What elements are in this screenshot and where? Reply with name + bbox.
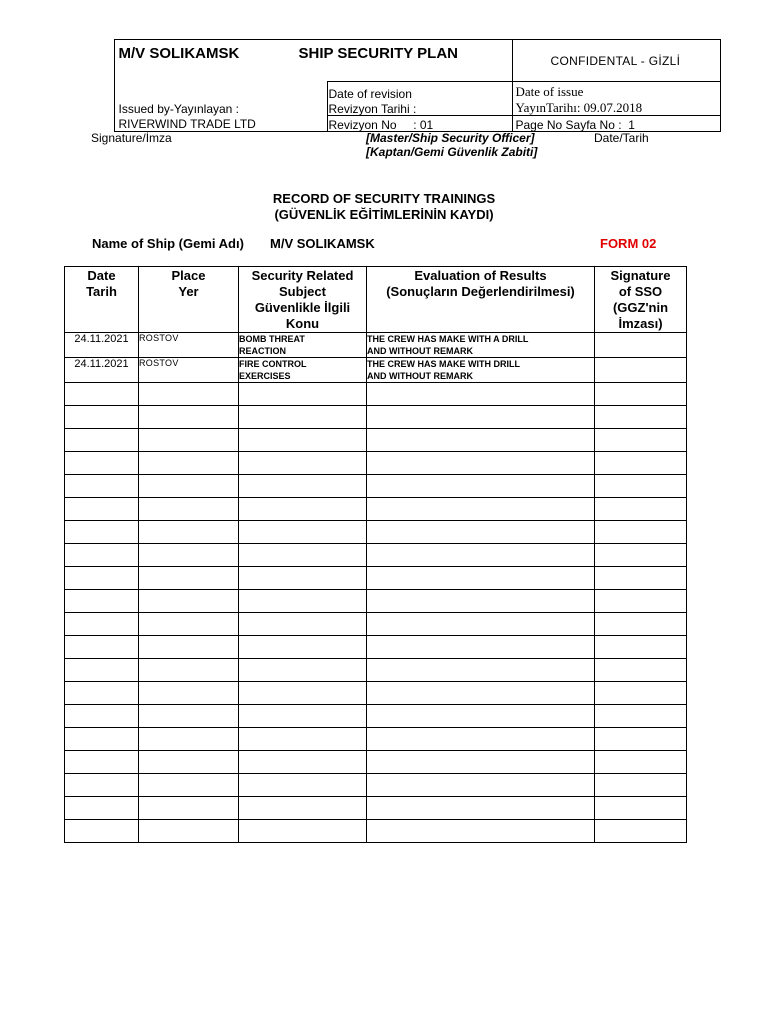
empty-cell[interactable] xyxy=(139,774,239,797)
empty-cell[interactable] xyxy=(239,705,367,728)
empty-cell[interactable] xyxy=(595,521,687,544)
row-subject xyxy=(239,358,367,383)
empty-cell[interactable] xyxy=(65,567,139,590)
empty-cell[interactable] xyxy=(367,659,595,682)
empty-cell[interactable] xyxy=(239,452,367,475)
empty-cell[interactable] xyxy=(367,797,595,820)
empty-cell[interactable] xyxy=(139,475,239,498)
evaluation-header-line: (Sonuçların Değerlendirilmesi) xyxy=(386,284,575,299)
empty-cell[interactable] xyxy=(595,774,687,797)
row-evaluation-line: AND WITHOUT REMARK xyxy=(367,371,473,381)
empty-table-row xyxy=(65,751,687,774)
row-evaluation-line: AND WITHOUT REMARK xyxy=(367,346,473,356)
empty-cell[interactable] xyxy=(239,590,367,613)
empty-cell[interactable] xyxy=(139,521,239,544)
empty-cell[interactable] xyxy=(139,383,239,406)
empty-cell[interactable] xyxy=(65,498,139,521)
row-subject-line: BOMB THREAT xyxy=(239,334,305,344)
empty-table-row xyxy=(65,705,687,728)
empty-cell[interactable] xyxy=(595,498,687,521)
issued-by-company: RIVERWIND TRADE LTD xyxy=(118,116,256,131)
empty-cell[interactable] xyxy=(595,820,687,843)
plan-title: SHIP SECURITY PLAN xyxy=(298,44,458,62)
empty-cell[interactable] xyxy=(239,774,367,797)
row-date: 24.11.2021 xyxy=(65,358,139,383)
empty-cell[interactable] xyxy=(65,728,139,751)
empty-cell[interactable] xyxy=(595,406,687,429)
date-of-revision-label: Date of revision xyxy=(328,86,412,101)
empty-cell[interactable] xyxy=(239,797,367,820)
row-subject xyxy=(239,333,367,358)
empty-cell[interactable] xyxy=(239,475,367,498)
empty-cell[interactable] xyxy=(239,567,367,590)
empty-table-row xyxy=(65,659,687,682)
subject-header-line: Security Related xyxy=(251,268,354,283)
empty-cell[interactable] xyxy=(367,751,595,774)
revision-cell xyxy=(327,82,513,116)
empty-cell[interactable] xyxy=(595,452,687,475)
empty-table-row xyxy=(65,820,687,843)
issue-date-cell xyxy=(513,82,721,116)
empty-cell[interactable] xyxy=(65,705,139,728)
date-header-line: Date xyxy=(87,268,116,283)
signature-header-line: of SSO xyxy=(618,284,663,299)
empty-cell[interactable] xyxy=(595,590,687,613)
row-evaluation xyxy=(367,333,595,358)
officer-tr: [Kaptan/Gemi Güvenlik Zabiti] xyxy=(366,145,538,159)
page-no-cell xyxy=(513,116,721,132)
record-title: RECORD OF SECURITY TRAININGS xyxy=(272,191,496,206)
empty-cell[interactable] xyxy=(367,636,595,659)
confidential-label: CONFIDENTAL - GİZLİ xyxy=(550,53,681,68)
empty-cell[interactable] xyxy=(367,774,595,797)
empty-cell[interactable] xyxy=(65,590,139,613)
empty-table-row xyxy=(65,429,687,452)
empty-cell[interactable] xyxy=(367,521,595,544)
page-no: Page No Sayfa No : 1 xyxy=(515,117,635,132)
issued-by-label: Issued by-Yayınlayan : xyxy=(118,101,240,116)
row-place: ROSTOV xyxy=(139,358,239,383)
signature-header-line: (GGZ'nin xyxy=(612,300,669,315)
empty-cell[interactable] xyxy=(595,705,687,728)
row-signature[interactable] xyxy=(595,358,687,383)
empty-cell[interactable] xyxy=(65,475,139,498)
place-header xyxy=(139,267,239,333)
empty-cell[interactable] xyxy=(65,521,139,544)
empty-cell[interactable] xyxy=(367,728,595,751)
signature-label: Signature/İmza xyxy=(91,131,172,145)
ship-name-value: M/V SOLIKAMSK xyxy=(270,236,375,251)
empty-cell[interactable] xyxy=(239,751,367,774)
subject-header-line: Konu xyxy=(285,316,320,331)
empty-cell[interactable] xyxy=(595,383,687,406)
empty-cell[interactable] xyxy=(65,544,139,567)
row-subject-line: FIRE CONTROL xyxy=(239,359,307,369)
empty-cell[interactable] xyxy=(367,567,595,590)
empty-cell[interactable] xyxy=(239,383,367,406)
empty-cell[interactable] xyxy=(139,797,239,820)
empty-cell[interactable] xyxy=(595,659,687,682)
empty-table-row xyxy=(65,383,687,406)
table-header-row xyxy=(65,267,687,333)
date-header-line: Tarih xyxy=(86,284,117,299)
empty-cell[interactable] xyxy=(65,659,139,682)
empty-cell[interactable] xyxy=(65,636,139,659)
empty-table-row xyxy=(65,774,687,797)
empty-cell[interactable] xyxy=(139,613,239,636)
training-record-table xyxy=(64,266,687,843)
empty-cell[interactable] xyxy=(139,452,239,475)
row-subject-line: EXERCISES xyxy=(239,371,291,381)
empty-cell[interactable] xyxy=(595,682,687,705)
empty-table-row xyxy=(65,475,687,498)
row-evaluation-line: THE CREW HAS MAKE WITH DRILL xyxy=(367,359,520,369)
empty-cell[interactable] xyxy=(595,544,687,567)
empty-table-row xyxy=(65,567,687,590)
revision-no-cell xyxy=(327,116,513,132)
empty-cell[interactable] xyxy=(239,544,367,567)
empty-table-row xyxy=(65,406,687,429)
row-evaluation-line: THE CREW HAS MAKE WITH A DRILL xyxy=(367,334,529,344)
empty-cell[interactable] xyxy=(367,820,595,843)
empty-cell[interactable] xyxy=(595,567,687,590)
empty-cell[interactable] xyxy=(595,475,687,498)
empty-cell[interactable] xyxy=(239,659,367,682)
empty-cell[interactable] xyxy=(139,820,239,843)
empty-cell[interactable] xyxy=(239,636,367,659)
evaluation-header-line: Evaluation of Results xyxy=(414,268,547,283)
table-row xyxy=(65,333,687,358)
empty-table-row xyxy=(65,797,687,820)
empty-cell[interactable] xyxy=(139,728,239,751)
empty-cell[interactable] xyxy=(139,636,239,659)
empty-cell[interactable] xyxy=(595,429,687,452)
revision-date-label: Revizyon Tarihi : xyxy=(328,101,417,116)
empty-table-row xyxy=(65,498,687,521)
empty-cell[interactable] xyxy=(367,452,595,475)
empty-cell[interactable] xyxy=(139,567,239,590)
empty-cell[interactable] xyxy=(367,544,595,567)
header-title-cell xyxy=(115,40,513,82)
empty-cell[interactable] xyxy=(595,797,687,820)
empty-cell[interactable] xyxy=(65,383,139,406)
row-signature[interactable] xyxy=(595,333,687,358)
row-place: ROSTOV xyxy=(139,333,239,358)
empty-cell[interactable] xyxy=(139,406,239,429)
ship-name: M/V SOLIKAMSK xyxy=(118,44,240,62)
date-header xyxy=(65,267,139,333)
signature-header-line: Signature xyxy=(610,268,671,283)
empty-cell[interactable] xyxy=(65,774,139,797)
subject-header xyxy=(239,267,367,333)
record-subtitle: (GÜVENLİK EĞİTİMLERİNİN KAYDI) xyxy=(274,207,494,222)
empty-cell[interactable] xyxy=(139,659,239,682)
empty-cell[interactable] xyxy=(65,452,139,475)
empty-cell[interactable] xyxy=(65,406,139,429)
empty-cell[interactable] xyxy=(595,636,687,659)
confidential-cell xyxy=(513,40,721,82)
subject-header-line: Subject xyxy=(279,284,326,299)
header-table xyxy=(114,39,721,132)
evaluation-header xyxy=(367,267,595,333)
empty-table-row xyxy=(65,521,687,544)
empty-cell[interactable] xyxy=(595,728,687,751)
row-evaluation xyxy=(367,358,595,383)
empty-cell[interactable] xyxy=(139,544,239,567)
empty-table-row xyxy=(65,590,687,613)
empty-cell[interactable] xyxy=(367,590,595,613)
empty-cell[interactable] xyxy=(367,406,595,429)
empty-cell[interactable] xyxy=(65,797,139,820)
empty-cell[interactable] xyxy=(367,705,595,728)
issued-by-cell xyxy=(115,82,328,132)
empty-cell[interactable] xyxy=(65,429,139,452)
empty-cell[interactable] xyxy=(239,613,367,636)
revision-no: Revizyon No : 01 xyxy=(328,117,434,132)
empty-cell[interactable] xyxy=(239,498,367,521)
empty-cell[interactable] xyxy=(65,682,139,705)
empty-cell[interactable] xyxy=(139,751,239,774)
empty-table-row xyxy=(65,613,687,636)
officer-en: [Master/Ship Security Officer] xyxy=(366,131,535,145)
empty-table-row xyxy=(65,452,687,475)
empty-cell[interactable] xyxy=(239,406,367,429)
form-number: FORM 02 xyxy=(600,236,657,251)
subject-header-line: Güvenlikle İlgili xyxy=(254,300,351,315)
empty-cell[interactable] xyxy=(239,728,367,751)
empty-cell[interactable] xyxy=(367,613,595,636)
empty-cell[interactable] xyxy=(139,498,239,521)
empty-cell[interactable] xyxy=(367,429,595,452)
empty-cell[interactable] xyxy=(239,682,367,705)
empty-cell[interactable] xyxy=(239,429,367,452)
date-label: Date/Tarih xyxy=(594,131,649,145)
empty-cell[interactable] xyxy=(65,820,139,843)
ship-name-label: Name of Ship (Gemi Adı) xyxy=(92,236,244,251)
empty-cell[interactable] xyxy=(367,682,595,705)
signature-header xyxy=(595,267,687,333)
table-row xyxy=(65,358,687,383)
empty-cell[interactable] xyxy=(65,613,139,636)
empty-cell[interactable] xyxy=(367,475,595,498)
empty-table-row xyxy=(65,682,687,705)
empty-cell[interactable] xyxy=(65,751,139,774)
place-header-line: Place xyxy=(171,268,206,283)
empty-cell[interactable] xyxy=(367,498,595,521)
place-header-line: Yer xyxy=(178,284,199,299)
issue-date: YayınTarihı: 09.07.2018 xyxy=(515,99,643,115)
empty-table-row xyxy=(65,636,687,659)
empty-cell[interactable] xyxy=(139,682,239,705)
empty-table-row xyxy=(65,728,687,751)
empty-cell[interactable] xyxy=(595,613,687,636)
empty-table-row xyxy=(65,544,687,567)
empty-cell[interactable] xyxy=(139,590,239,613)
empty-cell[interactable] xyxy=(239,820,367,843)
empty-cell[interactable] xyxy=(595,751,687,774)
signature-header-line: İmzası) xyxy=(618,316,663,331)
empty-cell[interactable] xyxy=(367,383,595,406)
empty-cell[interactable] xyxy=(139,705,239,728)
empty-cell[interactable] xyxy=(139,429,239,452)
row-date: 24.11.2021 xyxy=(65,333,139,358)
row-subject-line: REACTION xyxy=(239,346,286,356)
empty-cell[interactable] xyxy=(239,521,367,544)
table-body xyxy=(65,333,687,843)
date-of-issue-label: Date of issue xyxy=(515,83,584,99)
